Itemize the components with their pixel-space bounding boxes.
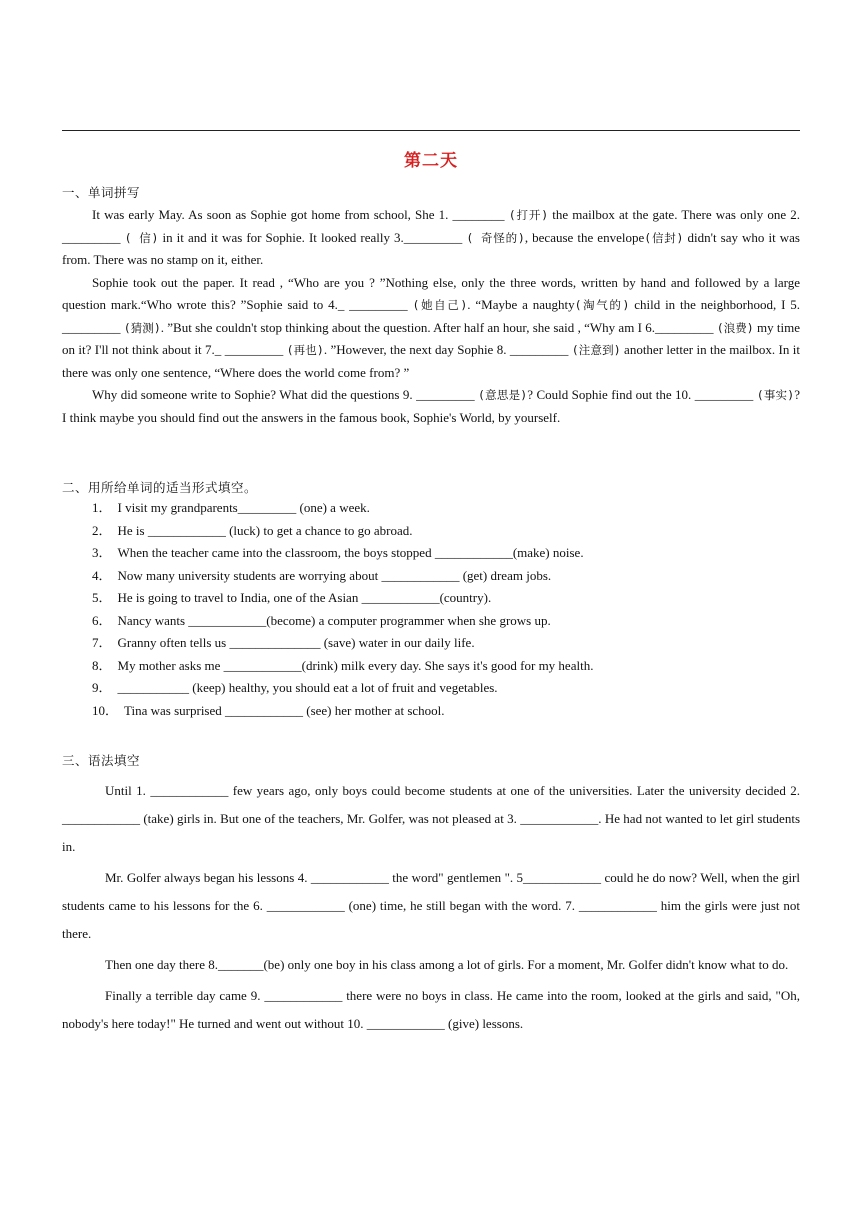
item-number: 6． [92,612,112,628]
list-item [92,677,792,700]
section-3-paragraph-3: Then one day there 8._______(be) only one boy in his class among a lot of girls. For a moment, Mr. Golfer didn't know what to do. [105,957,789,972]
item-number: 10． [92,702,119,718]
page-title: 第二天 [404,151,458,171]
chinese-hint: (意思是) [478,388,528,402]
text-run: It was early May. As soon as Sophie got home from school, She 1. ________ [92,207,509,222]
item-text: Nancy wants ____________(become) a computer programmer when she grows up. [117,612,551,628]
section-1-paragraph-3 [62,384,800,429]
list-item [92,700,792,723]
document-page [62,0,800,1216]
list-item [92,655,792,678]
section-3-paragraph-1: Until 1. ____________ few years ago, only boys could become students at one of the universities. Later the university decided 2. ____________ (take) girls in. But one of the teachers, Mr. Golfer, was not pleased at 3. ____________. He had not wanted to let girl students in. [62,783,800,854]
text-run: . ”But she couldn't stop thinking about the question. After half an hour, she said , “Why am I 6._________ [160,319,717,335]
section-3-passage [62,777,800,1041]
item-number: 8． [92,657,112,673]
item-text: He is ____________ (luck) to get a chance to go abroad. [117,522,413,538]
text-run: another letter in the mailbox. In it there was only one sentence, “Where does the world come from? ” [62,342,800,380]
chinese-hint: (淘气的) [574,298,630,312]
item-text: Tina was surprised ____________ (see) her mother at school. [124,702,445,718]
text-run: Why did someone write to Sophie? What did the questions 9. _________ [92,387,479,402]
item-text: Now many university students are worrying about ____________ (get) dream jobs. [117,567,552,583]
text-run: my time on it? I'll not think about it 7._ _________ [62,319,801,357]
section-3-paragraph-4: Finally a terrible day came 9. ____________ there were no boys in class. He came into the room, looked at the girls and said, "Oh, nobody's here today!" He turned and went out without 10. ____________ (give) lessons. [62,988,800,1031]
chinese-hint: (浪费) [716,320,754,335]
section-1-passage [62,204,800,429]
section-1-heading: 一、单词拼写 [62,185,141,200]
chinese-hint: (注意到) [571,343,621,357]
item-number: 3． [92,545,112,560]
list-item [92,632,792,655]
text-run: ? I think maybe you should find out the answers in the famous book, Sophie's World, by yourself. [62,387,800,425]
section-1-paragraph-2 [62,272,800,385]
list-item [92,587,792,610]
item-text: He is going to travel to India, one of the Asian ____________(country). [117,590,492,605]
item-text: My mother asks me ____________(drink) milk every day. She says it's good for my health. [117,657,594,673]
chinese-hint: (打开) [508,208,549,222]
section-1-paragraph-1 [62,204,800,272]
text-run: , because the envelope [524,229,645,245]
chinese-hint: (事实) [756,388,795,402]
item-number: 1． [92,500,112,515]
item-text: I visit my grandparents_________ (one) a week. [117,500,370,515]
section-3-heading: 三、语法填空 [62,753,141,768]
header-rule [62,130,800,131]
item-number: 4． [92,567,112,583]
chinese-hint: (猜测) [123,320,161,335]
exercise-list [92,497,792,722]
text-run: . ”However, the next day Sophie 8. _________ [323,342,572,357]
chinese-hint: (再也) [286,343,324,357]
text-run: ? Could Sophie find out the 10. _________ [527,387,757,402]
chinese-hint: ( 信) [124,230,159,245]
list-item [92,497,792,520]
item-number: 7． [92,635,112,650]
text-run: . “Maybe a naughty [467,297,575,312]
item-text: When the teacher came into the classroom, the boys stopped ____________(make) noise. [117,545,584,560]
list-item [92,520,792,543]
list-item [92,542,792,565]
item-text: ___________ (keep) healthy, you should eat a lot of fruit and vegetables. [117,680,498,695]
section-2-heading: 二、用所给单词的适当形式填空。 [62,480,258,495]
text-run: the mailbox at the gate. There was only one 2. _________ [62,207,800,245]
chinese-hint: (她自己) [412,298,468,312]
text-run: child in the neighborhood, I 5. _________ [62,297,800,335]
list-item [92,610,792,633]
text-run: Sophie took out the paper. It read , “Who are you ? ”Nothing else, only the three words, written by hand and followed by a large question mark.“Who wrote this? ”Sophie said to 4._ _________ [62,274,800,312]
item-number: 9． [92,680,112,695]
chinese-hint: (信封) [644,230,684,245]
text-run: didn't say who it was from. There was no stamp on it, either. [62,229,800,267]
section-3-paragraph-2: Mr. Golfer always began his lessons 4. ____________ the word" gentlemen ". 5____________ could he do now? Well, when the girl students came to his lessons for the 6. ____________ (one) time, he still began with the word. 7. ____________ him the girls were just not there. [62,870,800,941]
chinese-hint: ( 奇怪的) [466,230,525,245]
item-number: 2． [92,522,112,538]
list-item [92,565,792,588]
item-text: Granny often tells us ______________ (save) water in our daily life. [117,635,475,650]
text-run: in it and it was for Sophie. It looked really 3._________ [158,229,467,245]
item-number: 5． [92,590,112,605]
